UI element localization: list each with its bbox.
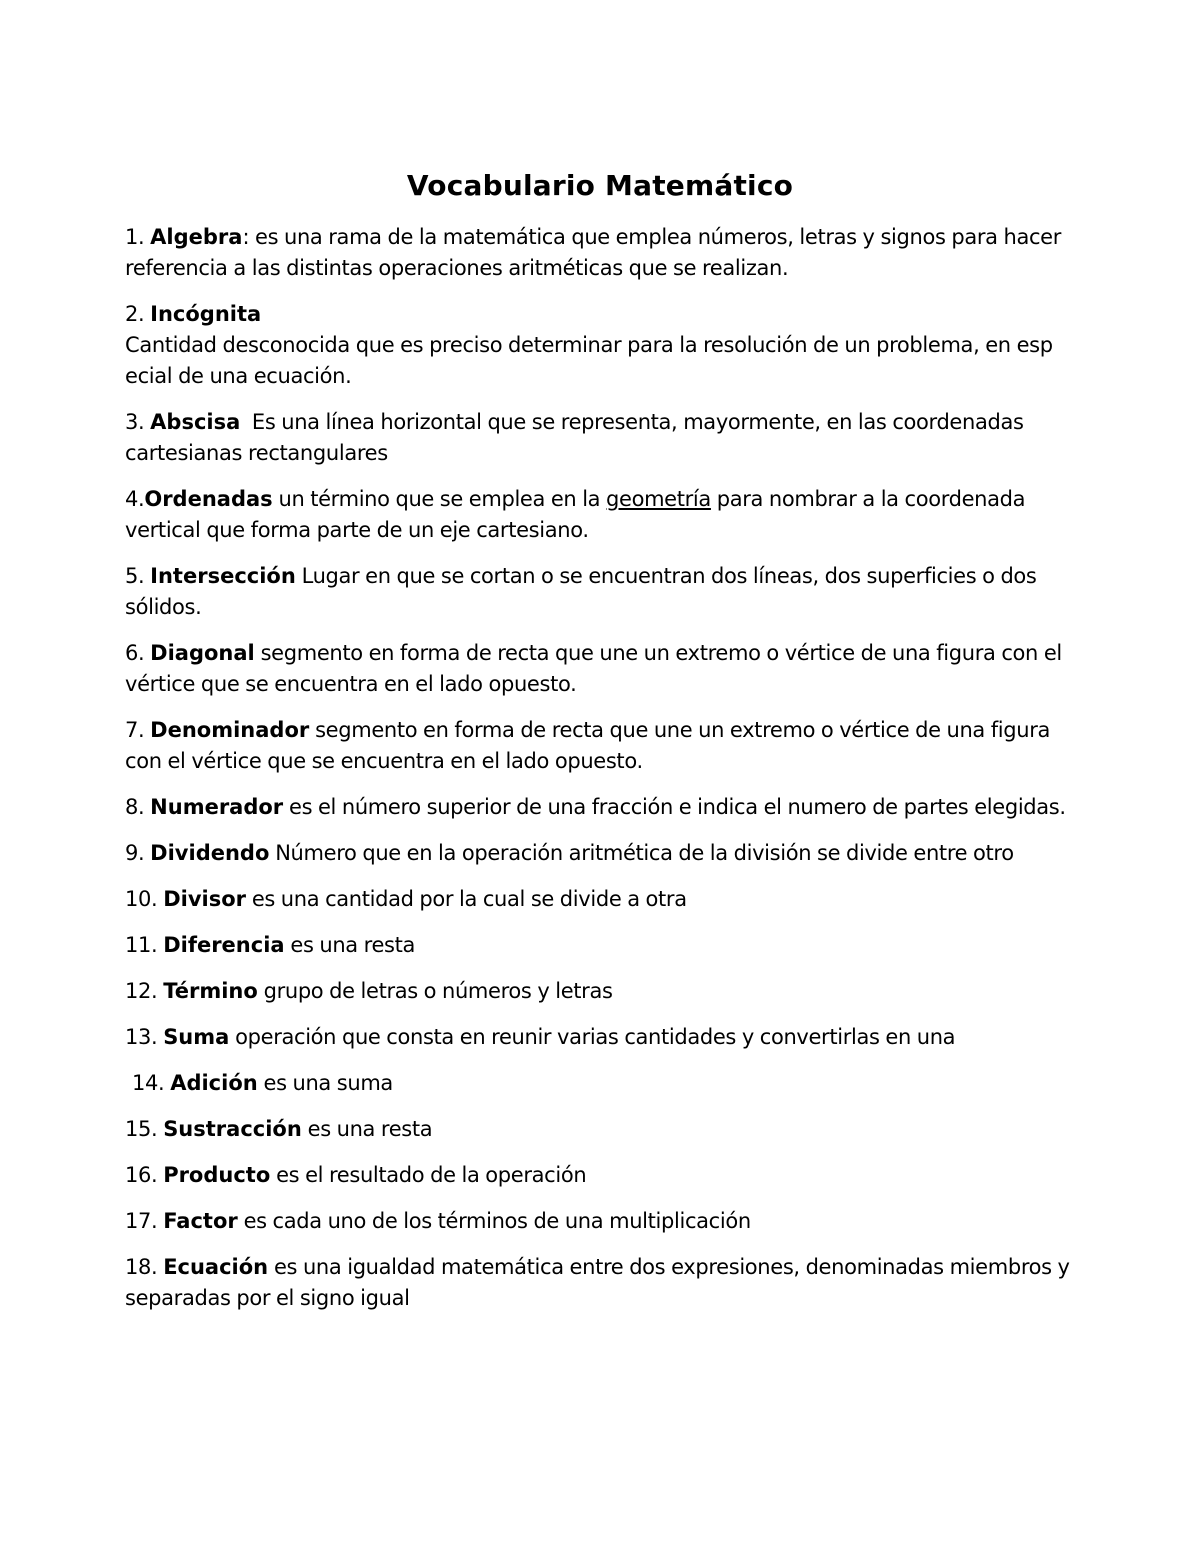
entry-termino bbox=[125, 976, 1085, 1007]
entry-term: Adición bbox=[170, 1071, 258, 1095]
entry-number: 8. bbox=[125, 795, 151, 819]
document-title: Vocabulario Matemático bbox=[406, 169, 794, 202]
entry-definition: es el resultado de la operación bbox=[270, 1163, 587, 1187]
entry-numerador bbox=[125, 792, 1085, 823]
entry-definition: segmento en forma de recta que une un extremo o vértice de una figura con el vértice que se encuentra en el lado opuesto. bbox=[125, 718, 1051, 773]
entry-number: 18. bbox=[125, 1255, 164, 1279]
entry-incognita bbox=[125, 299, 1085, 392]
entry-number: 4. bbox=[125, 487, 145, 511]
entry-term: Divisor bbox=[163, 887, 246, 911]
entry-ordenadas bbox=[125, 484, 1085, 546]
entry-diagonal bbox=[125, 638, 1085, 700]
entry-definition: es el número superior de una fracción e indica el numero de partes elegidas. bbox=[283, 795, 1066, 819]
entry-diferencia bbox=[125, 930, 1085, 961]
entry-definition: Número que en la operación aritmética de la división se divide entre otro bbox=[269, 841, 1014, 865]
entry-term: Denominador bbox=[150, 718, 310, 742]
entry-term: Término bbox=[163, 979, 258, 1003]
entry-number: 2. bbox=[125, 302, 151, 326]
entry-definition: es una resta bbox=[284, 933, 416, 957]
entry-term: Diagonal bbox=[150, 641, 255, 665]
entry-term: Ecuación bbox=[163, 1255, 269, 1279]
entry-number: 1. bbox=[125, 225, 151, 249]
entry-term: Factor bbox=[163, 1209, 238, 1233]
entry-number: 12. bbox=[125, 979, 164, 1003]
entry-definition-before-link: un término que se emplea en la bbox=[272, 487, 607, 511]
entry-definition: es una cantidad por la cual se divide a otra bbox=[246, 887, 687, 911]
entry-term: Dividendo bbox=[150, 841, 270, 865]
entry-definition: : es una rama de la matemática que emplea números, letras y signos para hacer referencia a las distintas operaciones aritméticas que se realizan. bbox=[125, 225, 1062, 280]
entry-term: Intersección bbox=[150, 564, 296, 588]
entry-number: 14. bbox=[132, 1071, 171, 1095]
entry-number: 3. bbox=[125, 410, 151, 434]
entry-term: Incógnita bbox=[150, 302, 262, 326]
entry-term: Diferencia bbox=[163, 933, 285, 957]
entry-producto bbox=[125, 1160, 1085, 1191]
entry-number: 11. bbox=[125, 933, 164, 957]
entry-number: 13. bbox=[125, 1025, 164, 1049]
entry-definition: es una igualdad matemática entre dos expresiones, denominadas miembros y separadas por el signo igual bbox=[125, 1255, 1070, 1310]
entry-sustraccion bbox=[125, 1114, 1085, 1145]
entry-number: 10. bbox=[125, 887, 164, 911]
entry-definition: es una suma bbox=[257, 1071, 393, 1095]
entry-term: Ordenadas bbox=[144, 487, 273, 511]
vocabulary-list bbox=[125, 222, 1085, 1329]
entry-definition: segmento en forma de recta que une un extremo o vértice de una figura con el vértice que se encuentra en el lado opuesto. bbox=[125, 641, 1062, 696]
entry-number: 16. bbox=[125, 1163, 164, 1187]
entry-denominador bbox=[125, 715, 1085, 777]
entry-adicion bbox=[125, 1068, 1085, 1099]
entry-number: 6. bbox=[125, 641, 151, 665]
entry-term: Algebra bbox=[150, 225, 243, 249]
entry-number: 7. bbox=[125, 718, 151, 742]
entry-definition: Es una línea horizontal que se representa, mayormente, en las coordenadas cartesianas rectangulares bbox=[125, 410, 1030, 465]
entry-term: Numerador bbox=[150, 795, 284, 819]
entry-ecuacion bbox=[125, 1252, 1085, 1314]
entry-definition: es una resta bbox=[301, 1117, 433, 1141]
entry-number: 15. bbox=[125, 1117, 164, 1141]
entry-interseccion bbox=[125, 561, 1085, 623]
entry-term: Abscisa bbox=[150, 410, 241, 434]
entry-definition: operación que consta en reunir varias cantidades y convertirlas en una bbox=[229, 1025, 956, 1049]
entry-definition: Cantidad desconocida que es preciso determinar para la resolución de un problema, en esp ecial de una ecuación. bbox=[125, 333, 1053, 388]
entry-number: 5. bbox=[125, 564, 151, 588]
entry-definition: es cada uno de los términos de una multiplicación bbox=[237, 1209, 751, 1233]
entry-number: 17. bbox=[125, 1209, 164, 1233]
geometria-link[interactable]: geometría bbox=[606, 487, 711, 511]
entry-factor bbox=[125, 1206, 1085, 1237]
entry-suma bbox=[125, 1022, 1085, 1053]
entry-term: Producto bbox=[163, 1163, 271, 1187]
entry-term: Sustracción bbox=[163, 1117, 302, 1141]
entry-definition: Lugar en que se cortan o se encuentran dos líneas, dos superficies o dos sólidos. bbox=[125, 564, 1037, 619]
entry-term: Suma bbox=[163, 1025, 230, 1049]
entry-algebra bbox=[125, 222, 1085, 284]
entry-divisor bbox=[125, 884, 1085, 915]
entry-number: 9. bbox=[125, 841, 151, 865]
entry-abscisa bbox=[125, 407, 1085, 469]
entry-dividendo bbox=[125, 838, 1085, 869]
entry-definition: grupo de letras o números y letras bbox=[257, 979, 613, 1003]
entry-definition-after-link: para nombrar a la coordenada vertical que forma parte de un eje cartesiano. bbox=[125, 487, 1026, 542]
